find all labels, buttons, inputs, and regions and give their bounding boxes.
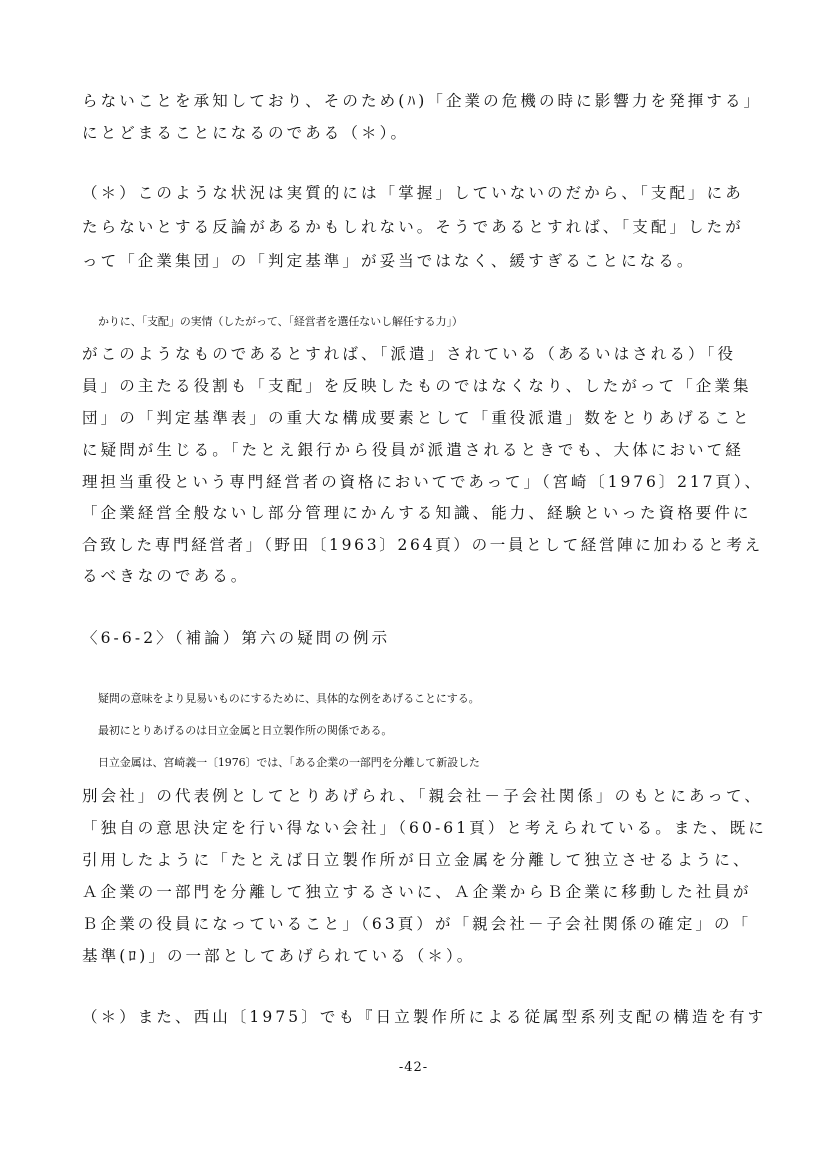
text-line: らないことを承知しており、そのため(ﾊ)「企業の危機の時に影響力を発揮する」 (82, 92, 763, 110)
text-line: かりに、「支配」の実情（したがって、「経営者を選任ないし解任する力」） (98, 315, 463, 328)
text-line: 「独自の意思決定を行い得ない会社」（60-61頁）と考えられている。また、既に (82, 819, 767, 837)
text-line: るべきなのである。 (82, 567, 250, 585)
text-line: Ａ企業の一部門を分離して独立するさいに、Ａ企業からＢ企業に移動した社員が (82, 883, 752, 901)
text-line: 引用したように「たとえば日立製作所が日立金属を分離して独立させるように、 (82, 851, 752, 869)
page-number: -42- (398, 1060, 429, 1075)
text-line: 理担当重役という専門経営者の資格においてであって」（宮崎〔1976〕217頁）、 (82, 473, 763, 491)
text-line: （＊）このような状況は実質的には「掌握」していないのだから、「支配」にあ (82, 184, 744, 202)
section-heading: 〈6-6-2〉（補論）第六の疑問の例示 (82, 629, 391, 647)
text-line: 「企業経営全般ないし部分管理にかんする知識、能力、経験といった資格要件に (82, 504, 752, 522)
text-line: 基準(ﾛ)」の一部としてあげられている（＊）。 (82, 947, 476, 965)
text-line: って「企業集団」の「判定基準」が妥当ではなく、緩すぎることになる。 (82, 252, 696, 270)
text-line: Ｂ企業の役員になっていること」（63頁）が「親会社－子会社関係の確定」の「 (82, 915, 752, 933)
text-line: に疑問が生じる。「たとえ銀行から役員が派遣されるときでも、大体において経 (82, 441, 744, 459)
text-line: たらないとする反論があるかもしれない。そうであるとすれば、「支配」したが (82, 218, 744, 236)
text-line: 団」の「判定基準表」の重大な構成要素として「重役派遣」数をとりあげること (82, 409, 752, 427)
text-line: 員」の主たる役割も「支配」を反映したものではなくなり、したがって「企業集 (82, 377, 752, 395)
text-line: 別会社」の代表例としてとりあげられ、「親会社－子会社関係」のもとにあって、 (82, 787, 763, 805)
text-line: 日立金属は、宮崎義一〔1976〕では、「ある企業の一部門を分離して新設した (98, 756, 480, 769)
text-line: にとどまることになるのである（＊）。 (82, 124, 410, 142)
text-line: がこのようなものであるとすれば、「派遣」されている（あるいはされる）「役 (82, 345, 737, 363)
text-line: 最初にとりあげるのは日立金属と日立製作所の関係である。 (98, 724, 393, 737)
text-line: 合致した専門経営者」（野田〔1963〕264頁）の一員として経営陣に加わると考え (82, 536, 763, 554)
text-line: （＊）また、西山〔1975〕でも『日立製作所による従属型系列支配の構造を有す (82, 1008, 767, 1026)
text-line: 疑問の意味をより見易いものにするために、具体的な例をあげることにする。 (98, 692, 480, 705)
